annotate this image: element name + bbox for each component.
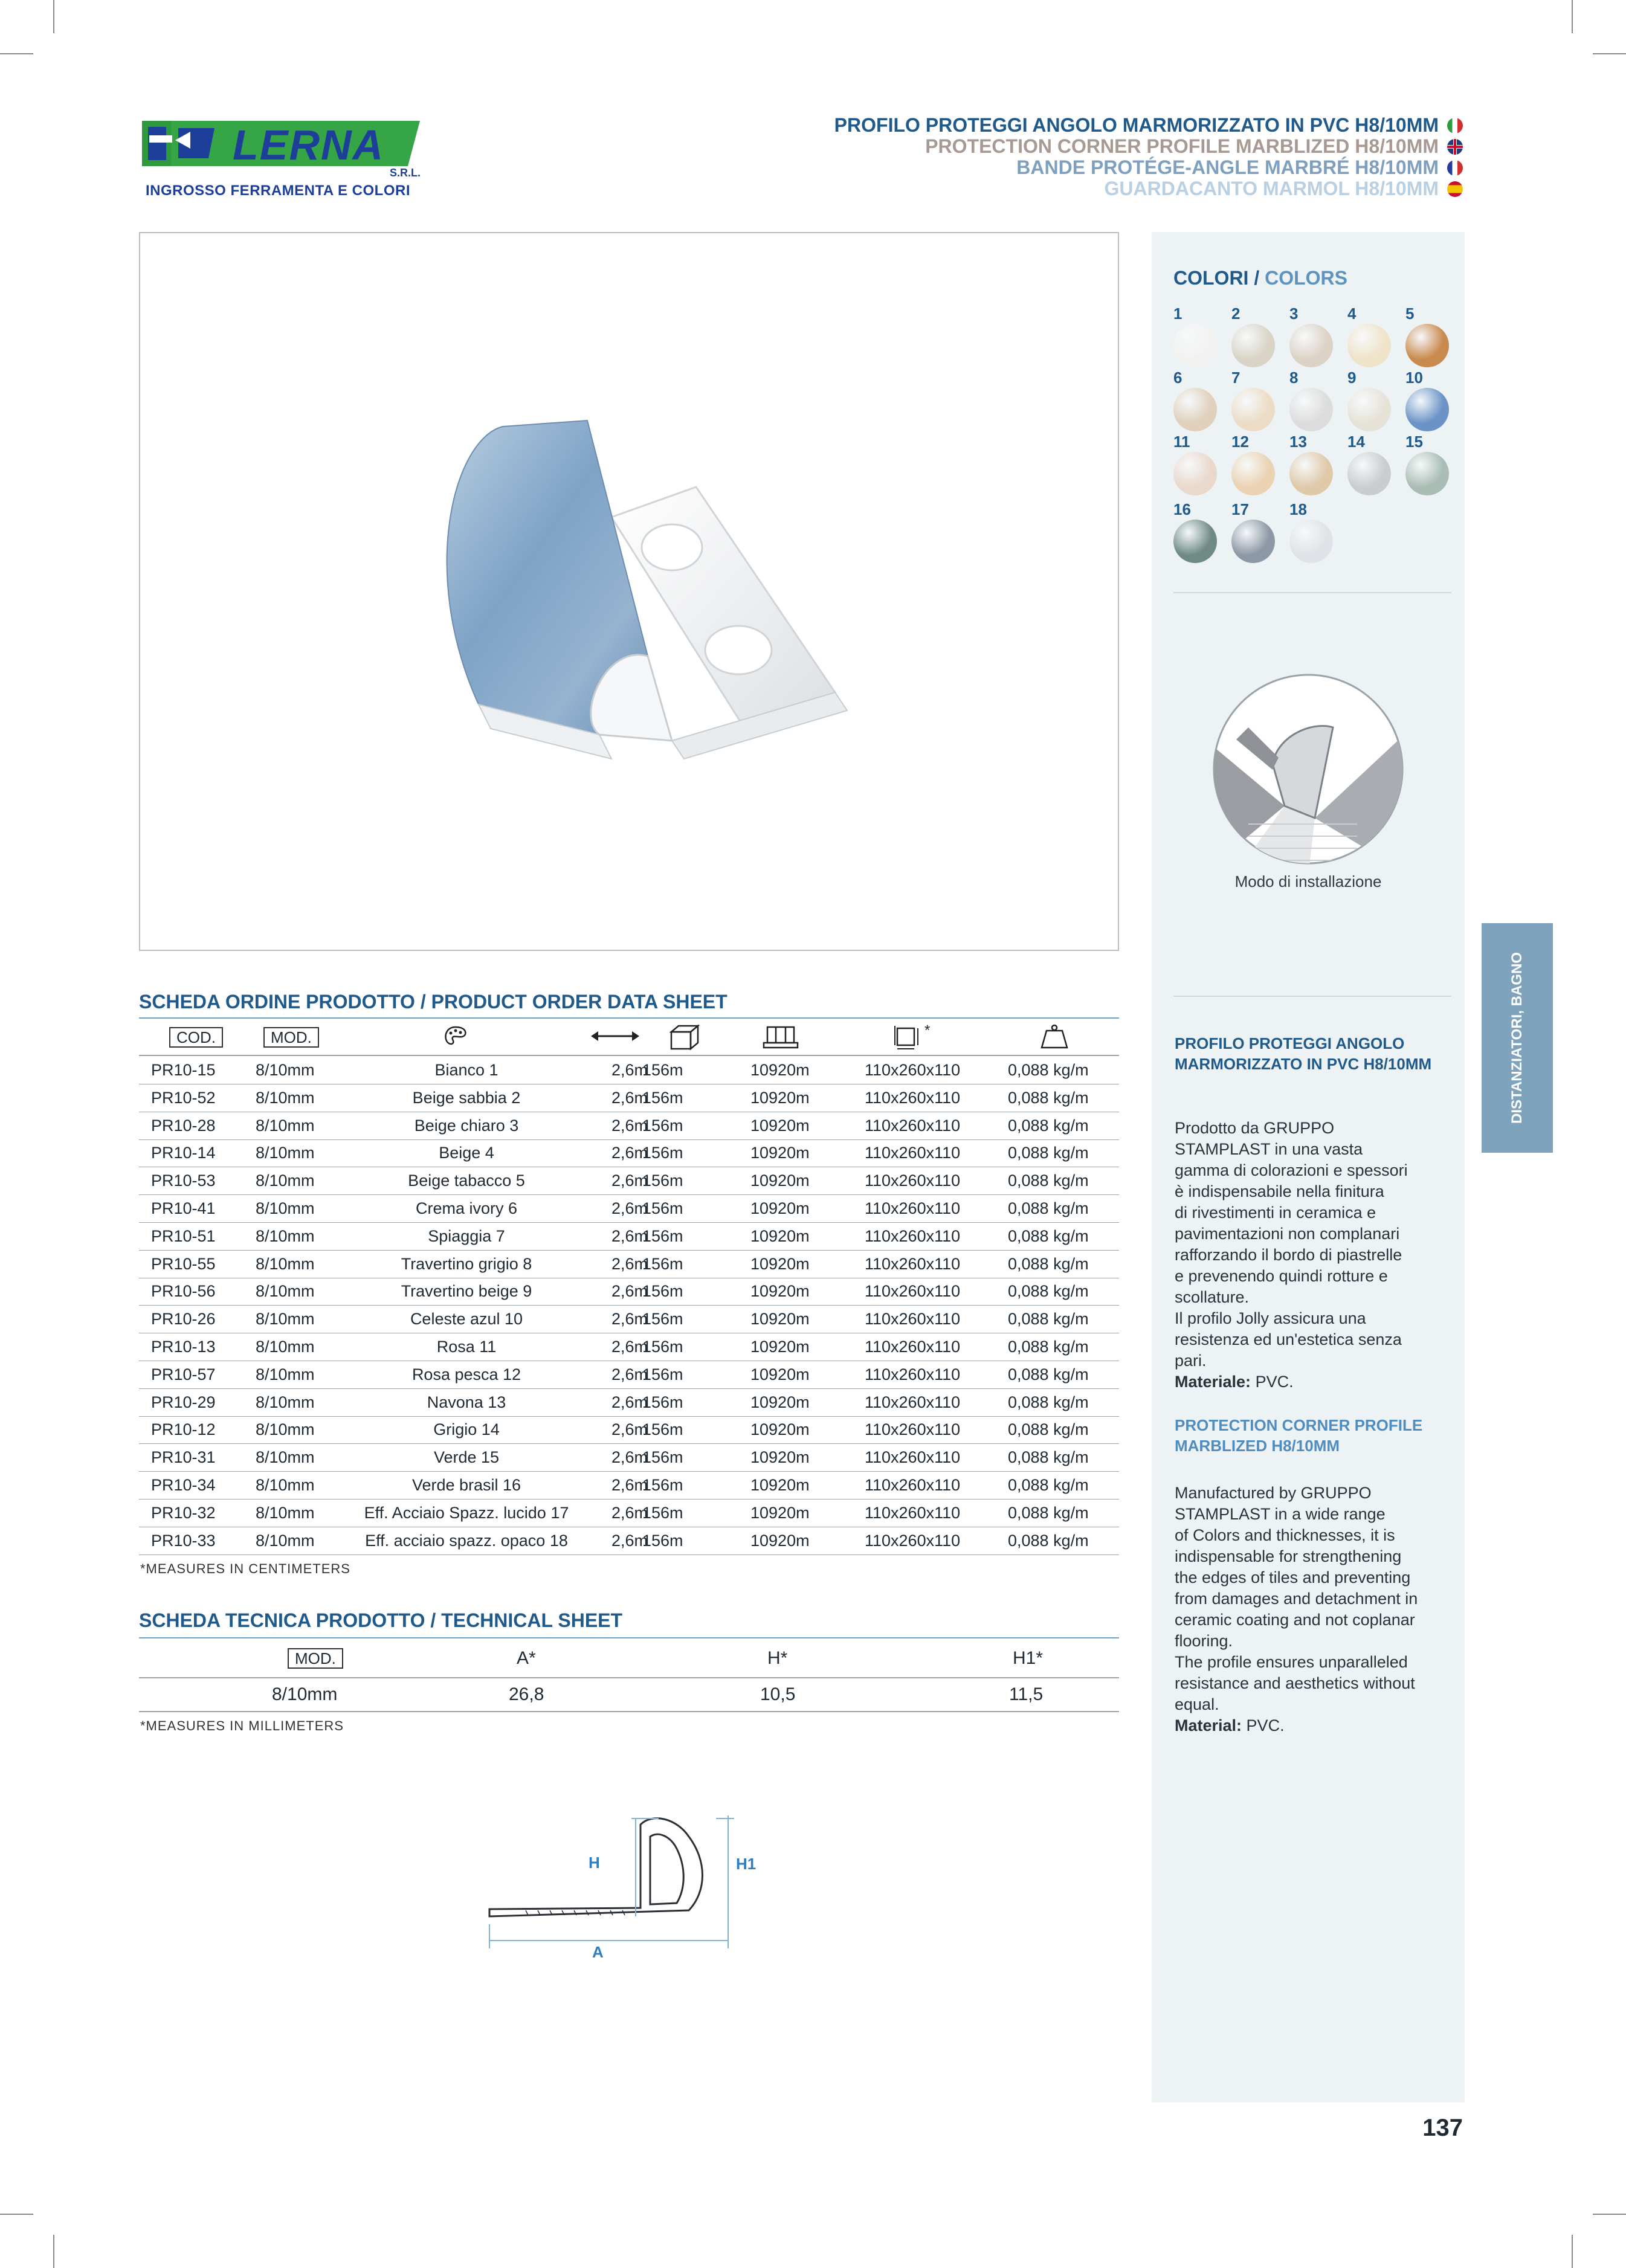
table-cell: PR10-14 [151, 1144, 216, 1162]
table-cell: 8/10mm [256, 1088, 315, 1107]
table-cell: 2,6m [611, 1226, 648, 1245]
table-cell: Navona 13 [427, 1393, 506, 1411]
title-es: GUARDACANTO MARMOL H8/10MM [834, 178, 1463, 199]
table-row [139, 1416, 1119, 1444]
table-cell: 156m [642, 1116, 683, 1135]
table-row [139, 1222, 1119, 1251]
table-cell: 110x260x110 [865, 1061, 961, 1079]
installation-caption: Modo di installazione [1234, 872, 1382, 891]
table-row [139, 1084, 1119, 1112]
swatch-number: 17 [1231, 500, 1249, 518]
tech-header-row [139, 1638, 1119, 1678]
table-cell: 10920m [750, 1310, 810, 1329]
table-cell: 156m [642, 1088, 683, 1107]
swatch-number: 18 [1289, 500, 1307, 518]
table-cell: 0,088 kg/m [1008, 1448, 1089, 1467]
side-heading-en: PROTECTION CORNER PROFILE MARBLIZED H8/10MM [1175, 1416, 1423, 1455]
table-cell: Beige chiaro 3 [414, 1116, 519, 1135]
installation-diagram [1212, 673, 1404, 865]
side-text-en: Manufactured by GRUPPO STAMPLAST in a wide range of Colors and thicknesses, it is indispensable for strengthening the edges of tiles and preventing from damages and detachment in ceramic coating and not coplanar flooring. The profile ensures unparalleled resistance and aesthetics without equal. Material: PVC. [1175, 1484, 1418, 1735]
side-text-it: Prodotto da GRUPPO STAMPLAST in una vasta gamma di colorazioni e spessori è indispensabile nella finitura di rivestimenti in ceramica e pavimentazioni non complanari rafforzando il bordo di piastrelle e prevenendo quindi rotture e scollature. Il profilo Jolly assicura una resistenza ed un'estetica senza pari. Materiale: PVC. [1175, 1119, 1408, 1391]
marble-profile-icon [140, 233, 1118, 950]
table-cell: 110x260x110 [865, 1393, 961, 1411]
table-cell: PR10-41 [151, 1199, 216, 1217]
table-cell: 10920m [750, 1338, 810, 1356]
side-heading-it: PROFILO PROTEGGI ANGOLO MARMORIZZATO IN PVC H8/10MM [1175, 1034, 1432, 1073]
table-cell: PR10-15 [151, 1061, 216, 1079]
table-cell: 2,6m [611, 1338, 648, 1356]
tech-data-row [139, 1678, 1119, 1712]
table-cell: 110x260x110 [865, 1531, 961, 1550]
fr-flag-icon [1447, 160, 1463, 176]
color-swatch[interactable] [1173, 388, 1217, 431]
order-note: *MEASURES IN CENTIMETERS [140, 1561, 350, 1576]
table-cell: 8/10mm [256, 1420, 315, 1439]
table-cell: Rosa pesca 12 [411, 1365, 521, 1384]
table-cell: 156m [642, 1393, 683, 1411]
cod-header: COD. [169, 1027, 223, 1048]
table-cell: Verde brasil 16 [411, 1476, 521, 1494]
swatch-number: 5 [1405, 304, 1415, 323]
color-swatch[interactable] [1347, 324, 1391, 367]
table-cell: 8/10mm [256, 1171, 315, 1190]
product-titles [834, 115, 1463, 199]
table-row [139, 1361, 1119, 1389]
swatch-number: 1 [1173, 304, 1182, 323]
table-cell: PR10-28 [151, 1116, 216, 1135]
palette-icon [442, 1025, 469, 1049]
table-cell: 2,6m [611, 1420, 648, 1439]
table-cell: 110x260x110 [865, 1171, 961, 1190]
colors-title: COLORI / COLORS [1173, 267, 1347, 289]
table-cell: 0,088 kg/m [1008, 1088, 1089, 1107]
dimensions-star: * [924, 1022, 931, 1039]
table-cell: Beige tabacco 5 [408, 1171, 525, 1190]
color-swatch[interactable] [1173, 452, 1217, 495]
table-cell: 0,088 kg/m [1008, 1531, 1089, 1550]
order-sheet-title: SCHEDA ORDINE PRODOTTO / PRODUCT ORDER DATA SHEET [139, 991, 728, 1013]
page-number: 137 [1422, 2115, 1463, 2141]
table-row [139, 1443, 1119, 1472]
color-swatch[interactable] [1289, 452, 1333, 495]
table-cell: PR10-26 [151, 1310, 216, 1329]
category-tab[interactable]: DISTANZIATORI, BAGNO [1482, 923, 1553, 1153]
table-cell: 156m [642, 1503, 683, 1522]
table-cell: 0,088 kg/m [1008, 1226, 1089, 1245]
table-cell: 8/10mm [256, 1061, 315, 1079]
table-cell: 0,088 kg/m [1008, 1503, 1089, 1522]
logo-brand-text: LERNA [233, 121, 385, 169]
table-cell: 110x260x110 [865, 1476, 961, 1494]
table-cell: 156m [642, 1531, 683, 1550]
color-swatch[interactable] [1405, 324, 1449, 367]
table-cell: PR10-13 [151, 1338, 216, 1356]
table-cell: 110x260x110 [865, 1199, 961, 1217]
table-cell: 110x260x110 [865, 1420, 961, 1439]
color-swatch[interactable] [1289, 520, 1333, 563]
table-cell: 110x260x110 [865, 1088, 961, 1107]
table-cell: PR10-53 [151, 1171, 216, 1190]
table-cell: 110x260x110 [865, 1448, 961, 1467]
table-cell: 156m [642, 1171, 683, 1190]
color-swatch[interactable] [1231, 388, 1275, 431]
table-row [139, 1194, 1119, 1223]
tech-a-header: A* [517, 1648, 536, 1668]
side-panel [1152, 232, 1465, 2102]
table-cell: 2,6m [611, 1393, 648, 1411]
table-cell: PR10-57 [151, 1365, 216, 1384]
table-cell: 2,6m [611, 1531, 648, 1550]
swatch-number: 15 [1405, 433, 1423, 451]
table-row [139, 1277, 1119, 1306]
table-cell: 10920m [750, 1393, 810, 1411]
table-cell: 110x260x110 [865, 1365, 961, 1384]
table-cell: Eff. Acciaio Spazz. lucido 17 [364, 1503, 569, 1522]
swatch-number: 14 [1347, 433, 1365, 451]
table-cell: 8/10mm [256, 1531, 315, 1550]
swatch-number: 16 [1173, 500, 1191, 518]
table-cell: 10920m [750, 1476, 810, 1494]
table-cell: 0,088 kg/m [1008, 1338, 1089, 1356]
table-cell: 156m [642, 1254, 683, 1273]
table-cell: 10920m [750, 1254, 810, 1273]
table-cell: 8/10mm [256, 1116, 315, 1135]
table-row [139, 1056, 1119, 1084]
title-it: PROFILO PROTEGGI ANGOLO MARMORIZZATO IN PVC H8/10MM [834, 115, 1463, 136]
swatch-number: 7 [1231, 369, 1240, 387]
table-cell: 110x260x110 [865, 1144, 961, 1162]
swatch-number: 12 [1231, 433, 1249, 451]
table-cell: Beige sabbia 2 [412, 1088, 521, 1107]
profile-diagram [477, 1806, 792, 1964]
swatch-number: 2 [1231, 304, 1240, 323]
table-cell: 8/10mm [256, 1448, 315, 1467]
tech-a-value: 26,8 [509, 1684, 544, 1704]
table-cell: 8/10mm [256, 1365, 315, 1384]
table-cell: Grigio 14 [433, 1420, 500, 1439]
color-swatch[interactable] [1289, 388, 1333, 431]
table-cell: 8/10mm [256, 1310, 315, 1329]
table-cell: 10920m [750, 1531, 810, 1550]
swatch-number: 4 [1347, 304, 1357, 323]
table-cell: 2,6m [611, 1061, 648, 1079]
table-cell: 110x260x110 [865, 1116, 961, 1135]
table-cell: 0,088 kg/m [1008, 1476, 1089, 1494]
color-swatch[interactable] [1347, 452, 1391, 495]
table-cell: Eff. acciaio spazz. opaco 18 [365, 1531, 568, 1550]
table-cell: PR10-52 [151, 1088, 216, 1107]
tech-note: *MEASURES IN MILLIMETERS [140, 1718, 344, 1733]
table-cell: 0,088 kg/m [1008, 1171, 1089, 1190]
color-swatch[interactable] [1231, 452, 1275, 495]
logo-tagline: INGROSSO FERRAMENTA E COLORI [146, 182, 411, 199]
table-cell: 156m [642, 1144, 683, 1162]
table-cell: Beige 4 [439, 1144, 494, 1162]
table-cell: PR10-12 [151, 1420, 216, 1439]
diagram-label-h1: H1 [736, 1855, 757, 1873]
table-cell: 156m [642, 1338, 683, 1356]
diagram-label-h: H [589, 1854, 600, 1872]
table-cell: PR10-55 [151, 1254, 216, 1273]
table-cell: 10920m [750, 1061, 810, 1079]
table-cell: Travertino beige 9 [401, 1282, 532, 1301]
table-cell: 10920m [750, 1226, 810, 1245]
table-cell: 156m [642, 1061, 683, 1079]
dimensions-icon [892, 1023, 920, 1051]
title-en: PROTECTION CORNER PROFILE MARBLIZED H8/10MM [834, 136, 1463, 157]
table-cell: 110x260x110 [865, 1310, 961, 1329]
table-cell: 0,088 kg/m [1008, 1061, 1089, 1079]
table-cell: 10920m [750, 1420, 810, 1439]
table-row [139, 1471, 1119, 1500]
table-cell: 2,6m [611, 1171, 648, 1190]
diagram-label-a: A [592, 1943, 604, 1961]
color-swatch[interactable] [1173, 324, 1217, 367]
table-cell: 10920m [750, 1171, 810, 1190]
table-cell: PR10-34 [151, 1476, 216, 1494]
table-cell: 156m [642, 1310, 683, 1329]
table-cell: 10920m [750, 1116, 810, 1135]
table-cell: 156m [642, 1282, 683, 1301]
table-cell: PR10-51 [151, 1226, 216, 1245]
table-cell: 156m [642, 1226, 683, 1245]
table-cell: 2,6m [611, 1365, 648, 1384]
table-cell: Travertino grigio 8 [401, 1254, 532, 1273]
swatch-number: 11 [1173, 433, 1190, 451]
table-cell: 8/10mm [256, 1282, 315, 1301]
table-cell: Celeste azul 10 [410, 1310, 523, 1329]
table-cell: PR10-56 [151, 1282, 216, 1301]
table-cell: 10920m [750, 1365, 810, 1384]
table-cell: 10920m [750, 1144, 810, 1162]
table-row [139, 1139, 1119, 1167]
table-cell: 8/10mm [256, 1503, 315, 1522]
tech-mod-header: MOD. [288, 1648, 343, 1669]
table-cell: 2,6m [611, 1448, 648, 1467]
color-swatch[interactable] [1347, 388, 1391, 431]
title-fr: BANDE PROTÉGE-ANGLE MARBRÉ H8/10MM [834, 157, 1463, 178]
order-table-header [139, 1020, 1119, 1056]
table-cell: 8/10mm [256, 1338, 315, 1356]
table-cell: 156m [642, 1476, 683, 1494]
table-cell: Verde 15 [433, 1448, 500, 1467]
table-cell: 2,6m [611, 1503, 648, 1522]
table-cell: PR10-33 [151, 1531, 216, 1550]
table-cell: 8/10mm [256, 1199, 315, 1217]
table-row [139, 1305, 1119, 1333]
it-flag-icon [1447, 118, 1463, 134]
color-swatch[interactable] [1405, 452, 1449, 495]
length-arrow-icon [591, 1027, 639, 1045]
table-cell: 2,6m [611, 1254, 648, 1273]
table-cell: 110x260x110 [865, 1338, 961, 1356]
table-cell: 8/10mm [256, 1476, 315, 1494]
table-cell: 156m [642, 1199, 683, 1217]
color-swatch[interactable] [1231, 324, 1275, 367]
table-row [139, 1388, 1119, 1417]
tech-h-value: 10,5 [760, 1684, 796, 1704]
table-row [139, 1333, 1119, 1361]
table-cell: 110x260x110 [865, 1282, 961, 1301]
table-cell: PR10-32 [151, 1503, 216, 1522]
table-cell: 0,088 kg/m [1008, 1420, 1089, 1439]
swatch-number: 3 [1289, 304, 1299, 323]
table-cell: 10920m [750, 1088, 810, 1107]
swatch-number: 9 [1347, 369, 1357, 387]
product-photo [139, 232, 1119, 951]
table-cell: 156m [642, 1420, 683, 1439]
table-cell: 10920m [750, 1448, 810, 1467]
table-cell: 10920m [750, 1282, 810, 1301]
color-swatch[interactable] [1289, 324, 1333, 367]
company-logo [142, 115, 420, 199]
table-cell: 8/10mm [256, 1254, 315, 1273]
table-row [139, 1250, 1119, 1278]
table-cell: 2,6m [611, 1310, 648, 1329]
color-swatch[interactable] [1405, 388, 1449, 431]
table-cell: Crema ivory 6 [415, 1199, 518, 1217]
table-cell: 2,6m [611, 1088, 648, 1107]
weight-icon [1039, 1023, 1069, 1050]
table-cell: PR10-29 [151, 1393, 216, 1411]
table-cell: Bianco 1 [434, 1061, 498, 1079]
table-cell: 0,088 kg/m [1008, 1116, 1089, 1135]
swatch-number: 10 [1405, 369, 1423, 387]
table-row [139, 1167, 1119, 1195]
table-cell: 156m [642, 1365, 683, 1384]
box-icon [668, 1023, 703, 1051]
tech-h1-header: H1* [1013, 1648, 1044, 1668]
table-cell: 110x260x110 [865, 1503, 961, 1522]
logo-srl: S.R.L. [390, 167, 421, 179]
table-cell: 8/10mm [256, 1226, 315, 1245]
tech-mod-value: 8/10mm [272, 1684, 338, 1704]
table-cell: 0,088 kg/m [1008, 1254, 1089, 1273]
color-swatch[interactable] [1231, 520, 1275, 563]
mod-header: MOD. [263, 1027, 319, 1048]
swatch-number: 6 [1173, 369, 1182, 387]
uk-flag-icon [1447, 139, 1463, 155]
table-cell: 2,6m [611, 1116, 648, 1135]
table-cell: 0,088 kg/m [1008, 1199, 1089, 1217]
table-cell: 0,088 kg/m [1008, 1144, 1089, 1162]
swatch-number: 13 [1289, 433, 1307, 451]
table-cell: 8/10mm [256, 1144, 315, 1162]
table-cell: 0,088 kg/m [1008, 1310, 1089, 1329]
table-cell: 2,6m [611, 1476, 648, 1494]
table-cell: 2,6m [611, 1282, 648, 1301]
table-cell: 2,6m [611, 1144, 648, 1162]
table-cell: 156m [642, 1448, 683, 1467]
table-cell: 110x260x110 [865, 1226, 961, 1245]
pallet-icon [761, 1025, 800, 1050]
table-cell: 10920m [750, 1503, 810, 1522]
es-flag-icon [1447, 181, 1463, 197]
table-row [139, 1527, 1119, 1555]
table-cell: 2,6m [611, 1199, 648, 1217]
table-cell: 10920m [750, 1199, 810, 1217]
table-cell: Spiaggia 7 [428, 1226, 505, 1245]
table-cell: 8/10mm [256, 1393, 315, 1411]
table-cell: Rosa 11 [436, 1338, 497, 1356]
table-cell: 0,088 kg/m [1008, 1282, 1089, 1301]
table-cell: PR10-31 [151, 1448, 216, 1467]
table-cell: 0,088 kg/m [1008, 1393, 1089, 1411]
table-cell: 110x260x110 [865, 1254, 961, 1273]
table-row [139, 1112, 1119, 1140]
tech-h1-value: 11,5 [1009, 1684, 1044, 1704]
table-cell: 0,088 kg/m [1008, 1365, 1089, 1384]
tech-h-header: H* [767, 1648, 788, 1668]
color-swatch[interactable] [1173, 520, 1217, 563]
tech-sheet-title: SCHEDA TECNICA PRODOTTO / TECHNICAL SHEET [139, 1609, 623, 1631]
swatch-number: 8 [1289, 369, 1299, 387]
lerna-logo-icon [142, 115, 420, 182]
table-row [139, 1499, 1119, 1527]
